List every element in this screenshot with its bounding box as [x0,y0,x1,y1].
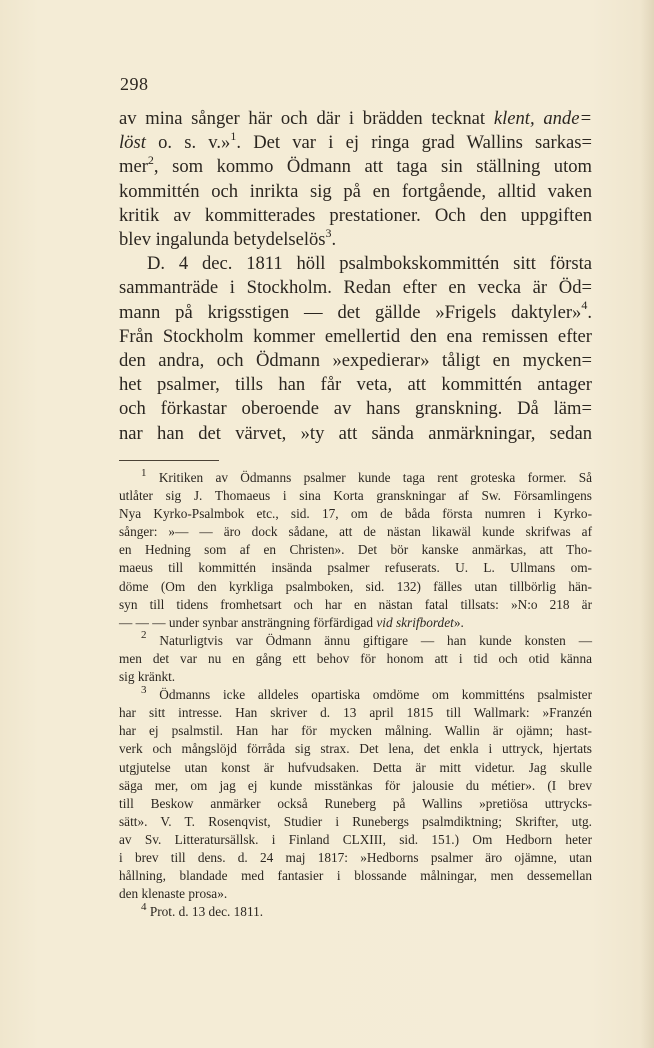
text-run: , som kommo Ödmann att taga sin ställning utom [153,156,592,178]
footnote-marker: 3 [141,683,147,696]
footnote-line [119,541,592,559]
main-text [119,107,592,446]
text-run: Nya Kyrko-Psalmbok etc., sid. 17, om de båda första numren i Kyrko- [119,506,592,522]
text-run: utgjutelse utan konst är hufvudsaken. Detta är mitt videtur. Jag skulle [119,759,592,775]
footnote-line [119,683,592,704]
footnote-line [119,759,592,777]
footnote-separator-rule [119,460,219,461]
footnote-line [119,867,592,885]
footnote-line [119,650,592,668]
footnote-line [119,523,592,541]
text-run: och förkastar oberoende av hans granskning. Då läm= [119,398,592,420]
text-run: het psalmer, tills han får veta, att kommittén antager [119,374,592,396]
text-run: sånger: »— — äro dock sådane, att de nästan likawäl kunde skrifwas af [119,524,592,540]
text-run: verk och mångslöjd förråda sig strax. Det lena, det enkla i uttryck, hjertats [119,741,592,757]
page-number: 298 [120,74,149,94]
text-run: löst [119,132,146,154]
footnote-line [119,559,592,577]
text-run: den klenaste prosa». [119,886,228,902]
text-run: sig kränkt. [119,669,176,685]
text-run: en Hedning som af en Christen». Det bör kanske anmärkas, att Tho- [119,542,592,558]
footnote-line [119,795,592,813]
footnote-line [119,740,592,758]
text-run: mann på krigsstigen — det gällde »Frigels daktyler» [119,301,582,323]
text-run: kritik av kommitterades prestationer. Och den uppgiften [119,204,592,226]
footnote-marker: 1 [230,129,237,144]
text-run: säga mer, om jag ej kunde misstänkas för jalousie du métier». (I brev [119,777,592,793]
text-line [119,397,592,421]
footnote-line [119,596,592,614]
text-line [119,349,592,373]
text-run: döme (Om den kyrkliga psalmboken, sid. 132) fälles utan tillbörlig hän- [119,578,592,594]
text-line [119,107,592,131]
text-line [119,422,592,446]
text-run: av Sv. Litteratursällsk. i Finland CLXIII, sid. 151.) Om Hedborn heter [119,831,592,847]
footnote-line [119,849,592,867]
text-run: hållning, blandade med fantasier i blossande målningar, men dessemellan [119,868,592,884]
footnote-line [119,505,592,523]
text-run: . [331,229,337,251]
text-run: syn till tidens fromhetsart och har en nästan fatal tillsats: »N:o 218 är [119,596,592,612]
text-run: . Det var i ej ringa grad Wallins sarkas= [236,132,593,154]
text-run: maeus till kommittén insända psalmer refuserats. U. L. Ullmans om- [119,560,592,576]
footnote-marker: 2 [141,629,147,642]
text-line [119,204,592,228]
footnote-line [119,885,592,903]
text-run: o. s. v.» [145,132,231,154]
footnote-line [119,578,592,596]
footnote-line [119,466,592,487]
text-run: i brev till dens. d. 24 maj 1817: »Hedborns psalmer äro ojämne, utan [119,849,592,865]
footnote-line [119,614,592,632]
text-run: Kritiken av Ödmanns psalmer kunde taga rent groteska former. Så [146,470,592,485]
text-run: Naturligtvis var Ödmann ännu giftigare — han kunde konsten — [146,632,592,648]
footnote-marker: 1 [141,466,147,479]
text-run: sätt». V. T. Rosenqvist, Studier i Runebergs psalmdiktning; Skrifter, utg. [119,813,592,829]
footnote-marker: 4 [581,298,588,313]
text-line [119,325,592,349]
text-run: har sitt intresse. Han skriver d. 13 april 1815 till Wallmark: »Franzén [119,705,592,721]
text-line [119,180,592,204]
text-run: Prot. d. 13 dec. 1811. [146,904,264,920]
text-run: mer [119,156,148,178]
footnote-line [119,722,592,740]
text-run: sammanträde i Stockholm. Redan efter en vecka är Öd= [119,277,592,299]
footnote-line [119,668,592,686]
text-line [119,252,592,276]
footnote-line [119,704,592,722]
footnote-line [119,813,592,831]
text-run: den andra, och Ödmann »expedierar» tåligt en mycken= [119,350,592,372]
footnote-line [119,900,592,921]
footnote-line [119,777,592,795]
text-run: Ödmanns icke alldeles opartiska omdöme om kommitténs psalmister [146,687,592,703]
text-line [119,373,592,397]
text-run: av mina sånger här och där i brädden tecknat [119,108,494,129]
text-run: ». [453,614,464,630]
text-line [119,298,592,325]
footnote-line [119,487,592,505]
text-run: utlåter sig J. Thomaeus i sina Korta granskningar af Sw. Församlingens [119,488,592,504]
footnote-marker: 3 [325,225,332,240]
text-run: D. 4 dec. 1811 höll psalmbokskommittén sitt första [147,253,592,275]
text-run: vid skrifbordet [376,614,454,630]
text-line [119,131,592,155]
text-line [119,276,592,300]
text-run: nar han det värvet, »ty att sända anmärkningar, sedan [119,422,592,444]
text-line [119,155,592,179]
footnote-marker: 4 [141,900,147,913]
text-run: har ej psalmstil. Han har för mycken målning. Wallin är ojämn; hast- [119,723,592,739]
text-line [119,225,592,252]
text-run: blev ingalunda betydelselös [119,229,326,251]
text-run: kommittén och inrikta sig på en fortgående, alltid vaken [119,180,592,202]
footnote-line [119,831,592,849]
footnotes [119,466,592,921]
text-run: Från Stockholm kommer emellertid den ena remissen efter [119,325,592,347]
text-run: . [587,301,592,323]
footnote-marker: 2 [147,153,154,168]
footnote-line [119,629,592,650]
text-run: men det var nu en gång ett behov för honom att i tid och otid känna [119,650,592,666]
text-run: — — — under synbar ansträngning förfärdigad [119,614,377,630]
page-edge-shadow [640,0,654,1048]
text-run: klent, ande= [493,108,593,129]
text-run: till Beskow anmärker också Runeberg på Wallins »pretiösa uttrycks- [119,795,592,811]
